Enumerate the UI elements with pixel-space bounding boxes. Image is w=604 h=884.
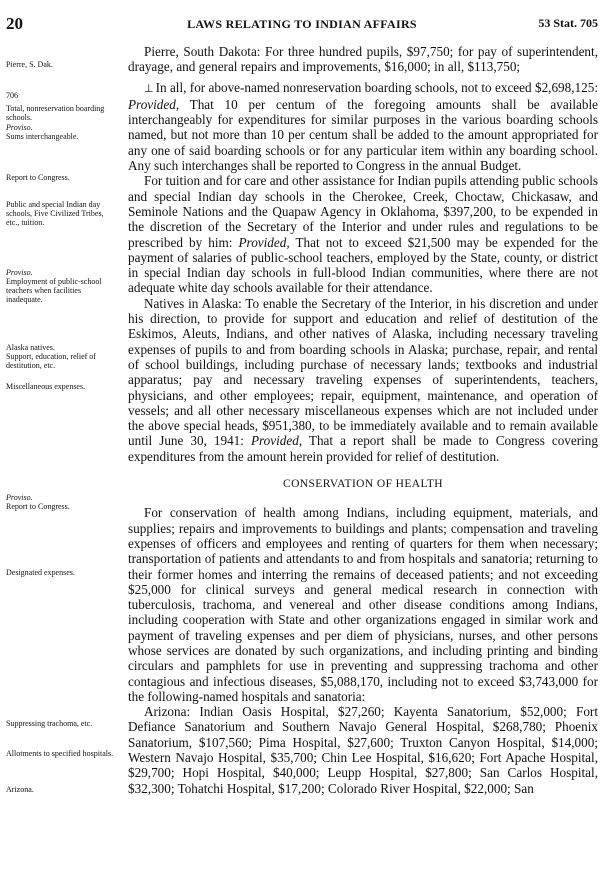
- margin-note-arizona: Arizona.: [6, 785, 34, 794]
- margin-note-public-schools: Public and special Indian day schools, Five Civilized Tribes, etc., tuition.: [6, 200, 104, 227]
- running-title: LAWS RELATING TO INDIAN AFFAIRS: [187, 17, 417, 31]
- margin-note-employment: Employment of public-school teachers when facilities inadequate.: [6, 277, 102, 304]
- margin-note-report-2: Report to Congress.: [6, 502, 70, 511]
- margin-note-proviso-3: Proviso.: [6, 493, 33, 502]
- paragraph-alaska: Natives in Alaska: To enable the Secretary of the Interior, in his discretion and under his direction, to provide for support and education and relief of destitution of the Eskimos, Aleuts, Indians, and other natives of Alaska, including necessary traveling expenses of pupils to and from boarding schools in Alaska; purchase, repair, and rental of school buildings, including purchase of necessary lands; textbooks and industrial apparatus; pay and necessary traveling expenses of superintendents, teachers, physicians, and other employees; repair, equipment, maintenance, and operation of vessels; and all other necessary miscellaneous expenses which are not included under the above special heads, $951,380, to be immediately available and to remain available until June 30, 1941: Provided, That a report shall be made to Congress covering expenditures from the amount herein provided for relief of destitution.: [128, 295, 598, 464]
- paragraph-pierre: Pierre, South Dakota: For three hundred pupils, $97,750; for pay of superintendent, drayage, and general repairs and improvements, $16,000; in all, $113,750;: [128, 44, 598, 75]
- paragraph-total: ⊥ In all, for above-named nonreservation boarding schools, not to exceed $2,698,125: Provided, That 10 per centum of the foregoing amounts shall be available interchangeably for expenditures for similar purposes in the various boarding schools named, but not more than 10 per centum shall be added to the amount appropriated for any one of said boarding schools or for any particular item within any boarding school. Any such interchanges shall be reported to Congress in the annual Budget.: [128, 79, 598, 174]
- margin-note-total: Total, nonreservation boarding schools.: [6, 104, 105, 122]
- margin-page-marker: 706: [6, 91, 18, 100]
- margin-note-proviso-2: Proviso.: [6, 268, 33, 277]
- margin-note-sums-interchangeable: Sums interchangeable.: [6, 132, 79, 141]
- margin-note-pierre: Pierre, S. Dak.: [6, 60, 53, 69]
- paragraph-health: For conservation of health among Indians, including equipment, materials, and supplies; repairs and improvements to buildings and plants; compensation and traveling expenses of officers and employees and renting of quarters for them when necessary; transportation of patients and attendants to and from hospitals and sanatoria; returning to their former homes and interring the remains of deceased patients; and not exceeding $25,000 for clinical surveys and general medical research in connection with tuberculosis, trachoma, and venereal and other disease conditions among Indians, including cooperation with State and other organizations engaged in similar work and payment of traveling expenses and per diem of physicians, nurses, and other persons whose services are donated by such organizations, and including printing and binding circulars and pamphlets for use in preventing and suppressing trachoma and other contagious and infectious diseases, $5,088,170, including not to exceed $3,743,000 for the following-named hospitals and sanatoria:: [128, 505, 598, 704]
- margin-note-suppressing: Suppressing trachoma, etc.: [6, 719, 93, 728]
- margin-note-report-1: Report to Congress.: [6, 173, 70, 182]
- margin-note-proviso-1: Proviso.: [6, 123, 33, 132]
- margin-note-designated: Designated expenses.: [6, 568, 75, 577]
- page-number: 20: [6, 14, 23, 33]
- margin-note-support: Support, education, relief of destitution, etc.: [6, 352, 96, 370]
- paragraph-arizona: Arizona: Indian Oasis Hospital, $27,260; Kayenta Sanatorium, $52,000; Fort Defiance Sanatorium and Southern Navajo General Hospital, $268,780; Phoenix Sanatorium, $107,560; Pima Hospital, $27,600; Truxton Canyon Hospital, $14,000; Western Navajo Hospital, $35,700; Chin Lee Hospital, $16,620; Fort Apache Hospital, $29,700; Hopi Hospital, $40,000; Leupp Hospital, $27,800; San Carlos Hospital, $32,300; Tohatchi Hospital, $17,200; Colorado River Hospital, $22,000; San: [128, 704, 598, 796]
- margin-note-alaska: Alaska natives.: [6, 343, 55, 352]
- statute-reference: 53 Stat. 705: [538, 16, 598, 30]
- margin-note-allotments: Allotments to specified hospitals.: [6, 749, 114, 758]
- page-header: [6, 14, 598, 34]
- margin-note-miscellaneous: Miscellaneous expenses.: [6, 382, 86, 391]
- paragraph-tuition: For tuition and for care and other assistance for Indian pupils attending public schools and special Indian day schools in the Cherokee, Creek, Choctaw, Chickasaw, and Seminole Nations and the Quapaw Agency in Oklahoma, $397,200, to be expended in the discretion of the Secretary of the Interior and under rules and regulations to be prescribed by him: Provided, That not to exceed $21,500 may be expended for the payment of salaries of public-school teachers, employed by the State, county, or district in special Indian day schools in full-blood Indian communities, where there are not adequate white day schools available for their attendance.: [128, 173, 598, 296]
- body-text: [128, 44, 598, 796]
- section-title: CONSERVATION OF HEALTH: [283, 478, 443, 491]
- page-break-marker: ⊥: [144, 82, 154, 95]
